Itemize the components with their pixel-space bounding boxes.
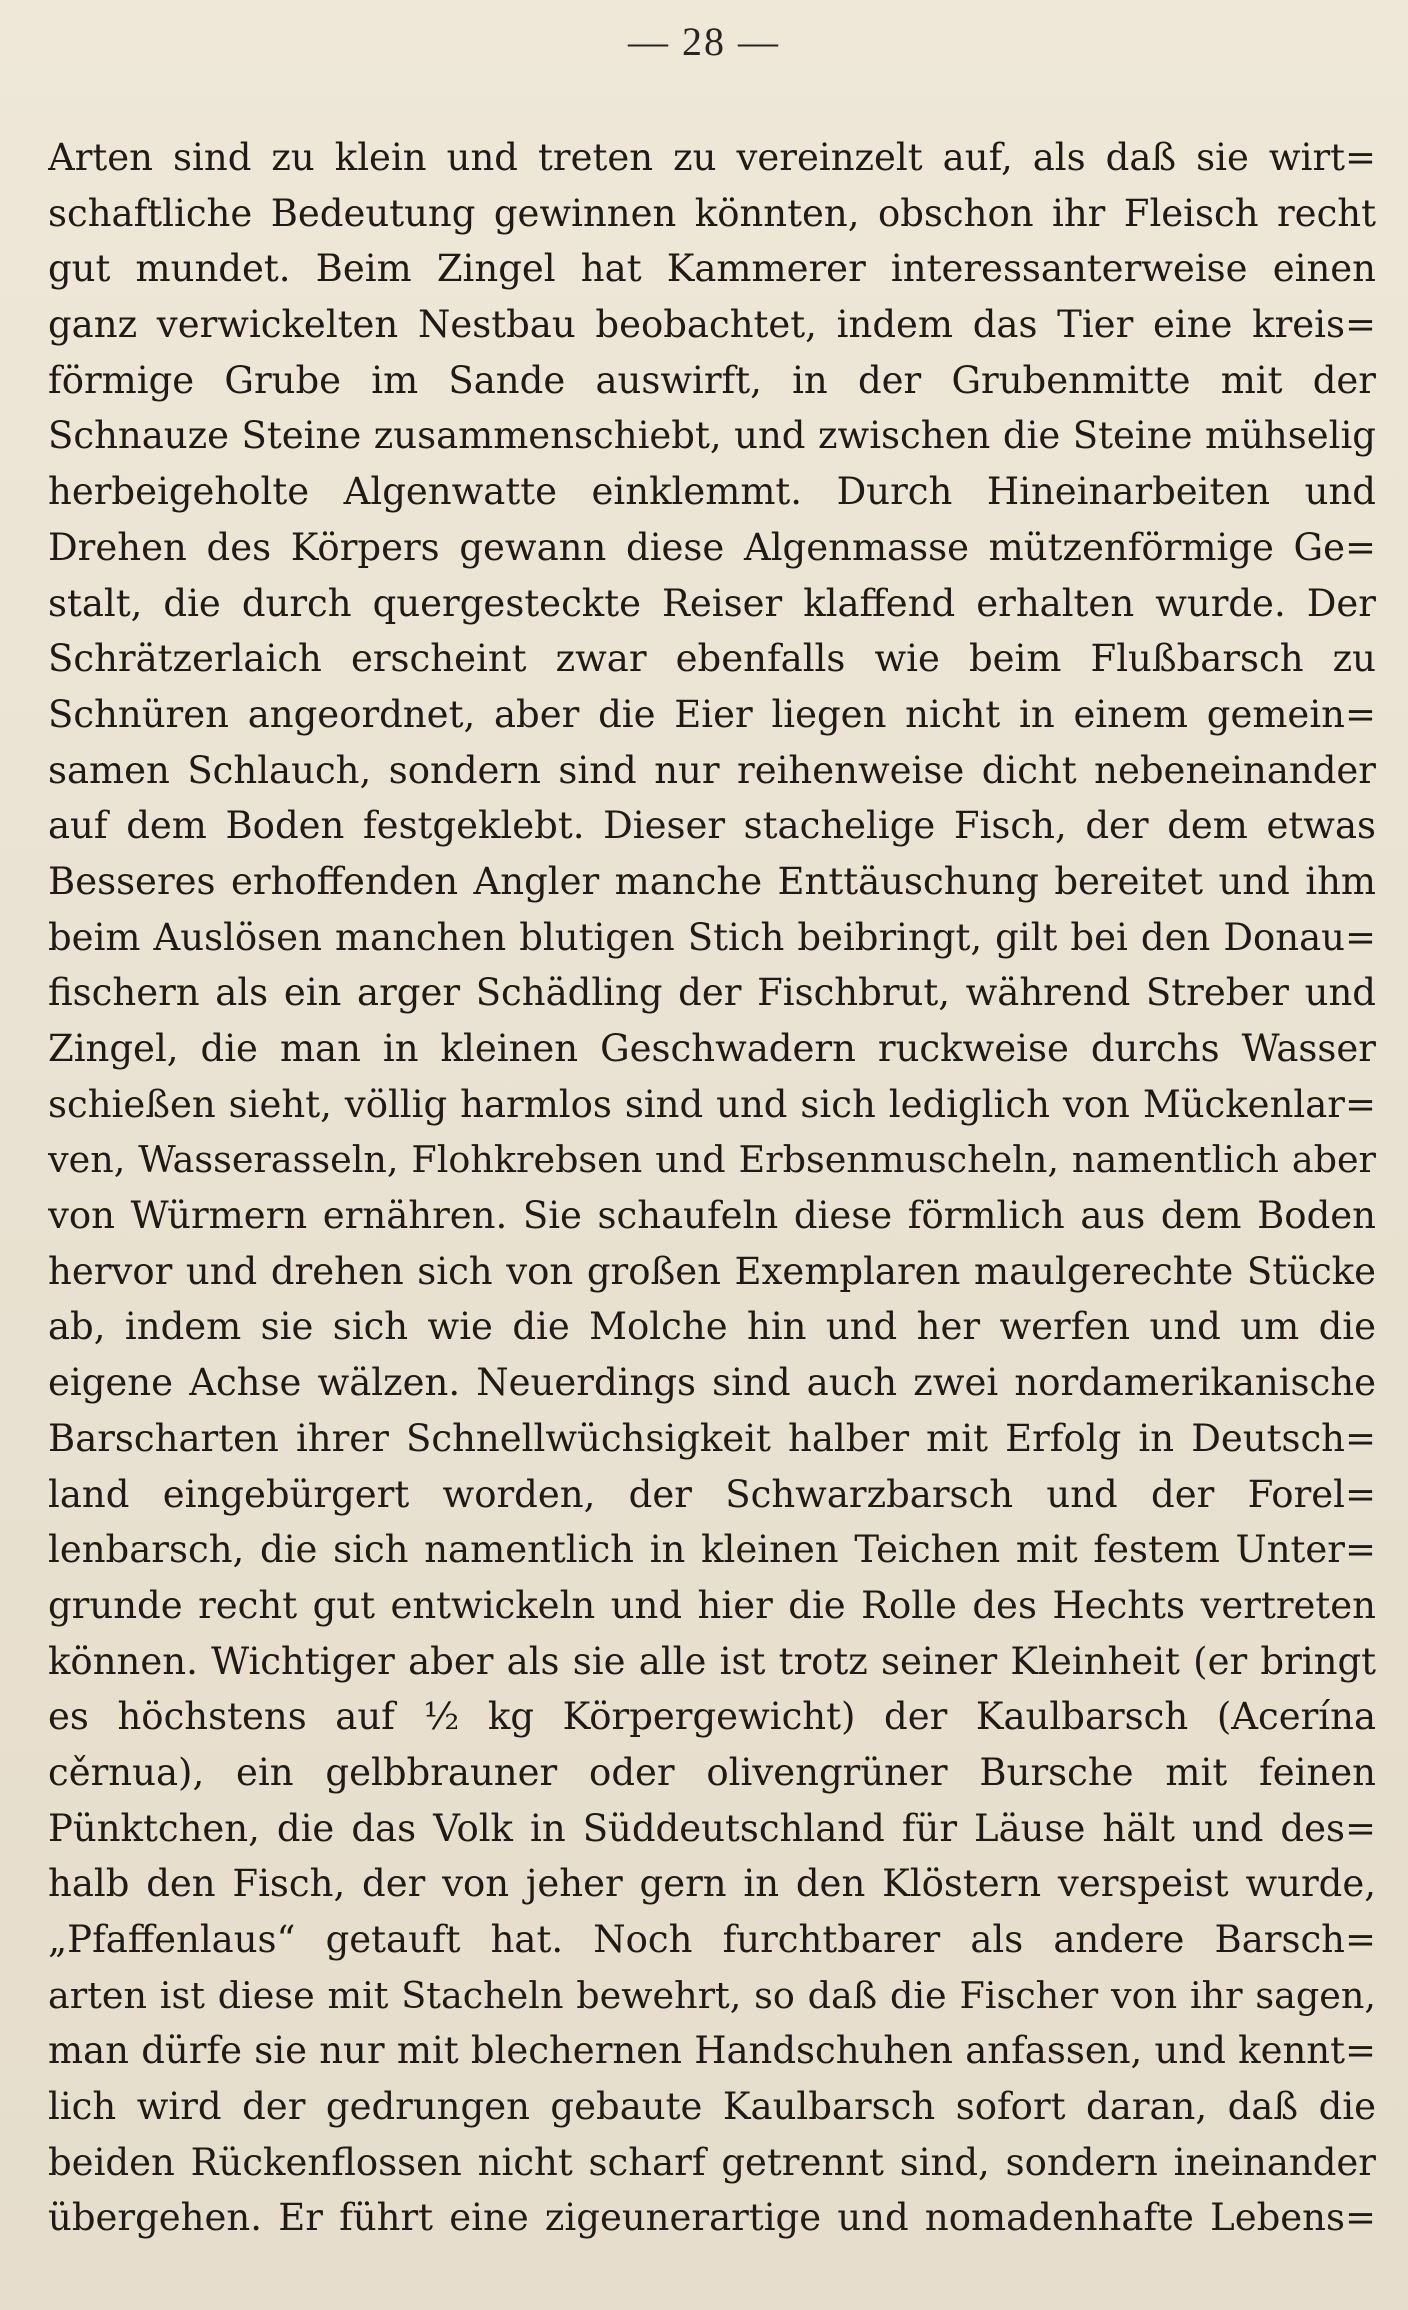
text-line: Drehen des Körpers gewann diese Algenmasse mützenförmige Ge= — [48, 525, 1376, 569]
text-line: schaftliche Bedeutung gewinnen könnten, obschon ihr Fleisch recht — [48, 191, 1376, 235]
text-line: beim Auslösen manchen blutigen Stich beibringt, gilt bei den Donau= — [48, 915, 1376, 959]
text-line: lich wird der gedrungen gebaute Kaulbarsch sofort daran, daß die — [48, 2085, 1376, 2129]
text-line: übergehen. Er führt eine zigeunerartige und nomadenhafte Lebens= — [48, 2196, 1376, 2240]
text-line: schießen sieht, völlig harmlos sind und sich lediglich von Mückenlar= — [48, 1082, 1376, 1126]
text-line: cěrnua), ein gelbbrauner oder olivengrüner Bursche mit feinen — [48, 1750, 1376, 1794]
text-line: Besseres erhoffenden Angler manche Enttäuschung bereitet und ihm — [48, 859, 1376, 903]
text-line: Schrätzerlaich erscheint zwar ebenfalls wie beim Flußbarsch zu — [48, 637, 1376, 681]
text-line: grunde recht gut entwickeln und hier die Rolle des Hechts vertreten — [48, 1583, 1376, 1627]
text-line: samen Schlauch, sondern sind nur reihenweise dicht nebeneinander — [48, 748, 1376, 792]
text-line: Schnauze Steine zusammenschiebt, und zwischen die Steine mühselig — [48, 414, 1376, 458]
text-line: gut mundet. Beim Zingel hat Kammerer interessanterweise einen — [48, 247, 1376, 291]
text-line: ab, indem sie sich wie die Molche hin und her werfen und um die — [48, 1305, 1376, 1349]
text-line: fischern als ein arger Schädling der Fischbrut, während Streber und — [48, 971, 1376, 1015]
page-number: — 28 — — [628, 19, 780, 64]
text-line: es höchstens auf ½ kg Körpergewicht) der Kaulbarsch (Acerína — [48, 1695, 1376, 1739]
text-line: können. Wichtiger aber als sie alle ist trotz seiner Kleinheit (er bringt — [48, 1639, 1376, 1683]
text-line: von Würmern ernähren. Sie schaufeln diese förmlich aus dem Boden — [48, 1194, 1376, 1238]
text-line: Arten sind zu klein und treten zu vereinzelt auf, als daß sie wirt= — [48, 136, 1376, 179]
text-line: man dürfe sie nur mit blechernen Handschuhen anfassen, und kennt= — [48, 2029, 1376, 2073]
text-line: halb den Fisch, der von jeher gern in den Klöstern verspeist wurde, — [48, 1862, 1376, 1906]
text-line: ven, Wasserasseln, Flohkrebsen und Erbsenmuscheln, namentlich aber — [48, 1138, 1376, 1182]
text-line: Zingel, die man in kleinen Geschwadern ruckweise durchs Wasser — [48, 1027, 1376, 1070]
text-line: lenbarsch, die sich namentlich in kleinen Teichen mit festem Unter= — [48, 1528, 1376, 1572]
text-line: beiden Rückenflossen nicht scharf getrennt sind, sondern ineinander — [48, 2140, 1376, 2184]
text-line: eigene Achse wälzen. Neuerdings sind auch zwei nordamerikanische — [48, 1361, 1376, 1405]
text-line: Pünktchen, die das Volk in Süddeutschland für Läuse hält und des= — [48, 1806, 1376, 1850]
text-line: Barscharten ihrer Schnellwüchsigkeit halber mit Erfolg in Deutsch= — [48, 1416, 1376, 1460]
text-line: „Pfaffenlaus“ getauft hat. Noch furchtbarer als andere Barsch= — [48, 1918, 1376, 1961]
text-line: förmige Grube im Sande auswirft, in der Grubenmitte mit der — [48, 358, 1376, 402]
text-line: herbeigeholte Algenwatte einklemmt. Durch Hineinarbeiten und — [48, 470, 1376, 514]
text-line: stalt, die durch quergesteckte Reiser klaffend erhalten wurde. Der — [48, 581, 1376, 625]
text-line: hervor und drehen sich von großen Exemplaren maulgerechte Stücke — [48, 1249, 1376, 1293]
text-line: land eingebürgert worden, der Schwarzbarsch und der Forel= — [48, 1472, 1376, 1516]
text-line: arten ist diese mit Stacheln bewehrt, so daß die Fischer von ihr sagen, — [48, 1973, 1376, 2017]
text-line: auf dem Boden festgeklebt. Dieser stachelige Fisch, der dem etwas — [48, 804, 1376, 848]
body-text — [48, 130, 1376, 2246]
text-line: ganz verwickelten Nestbau beobachtet, indem das Tier eine kreis= — [48, 303, 1376, 347]
text-line: Schnüren angeordnet, aber die Eier liegen nicht in einem gemein= — [48, 692, 1376, 736]
